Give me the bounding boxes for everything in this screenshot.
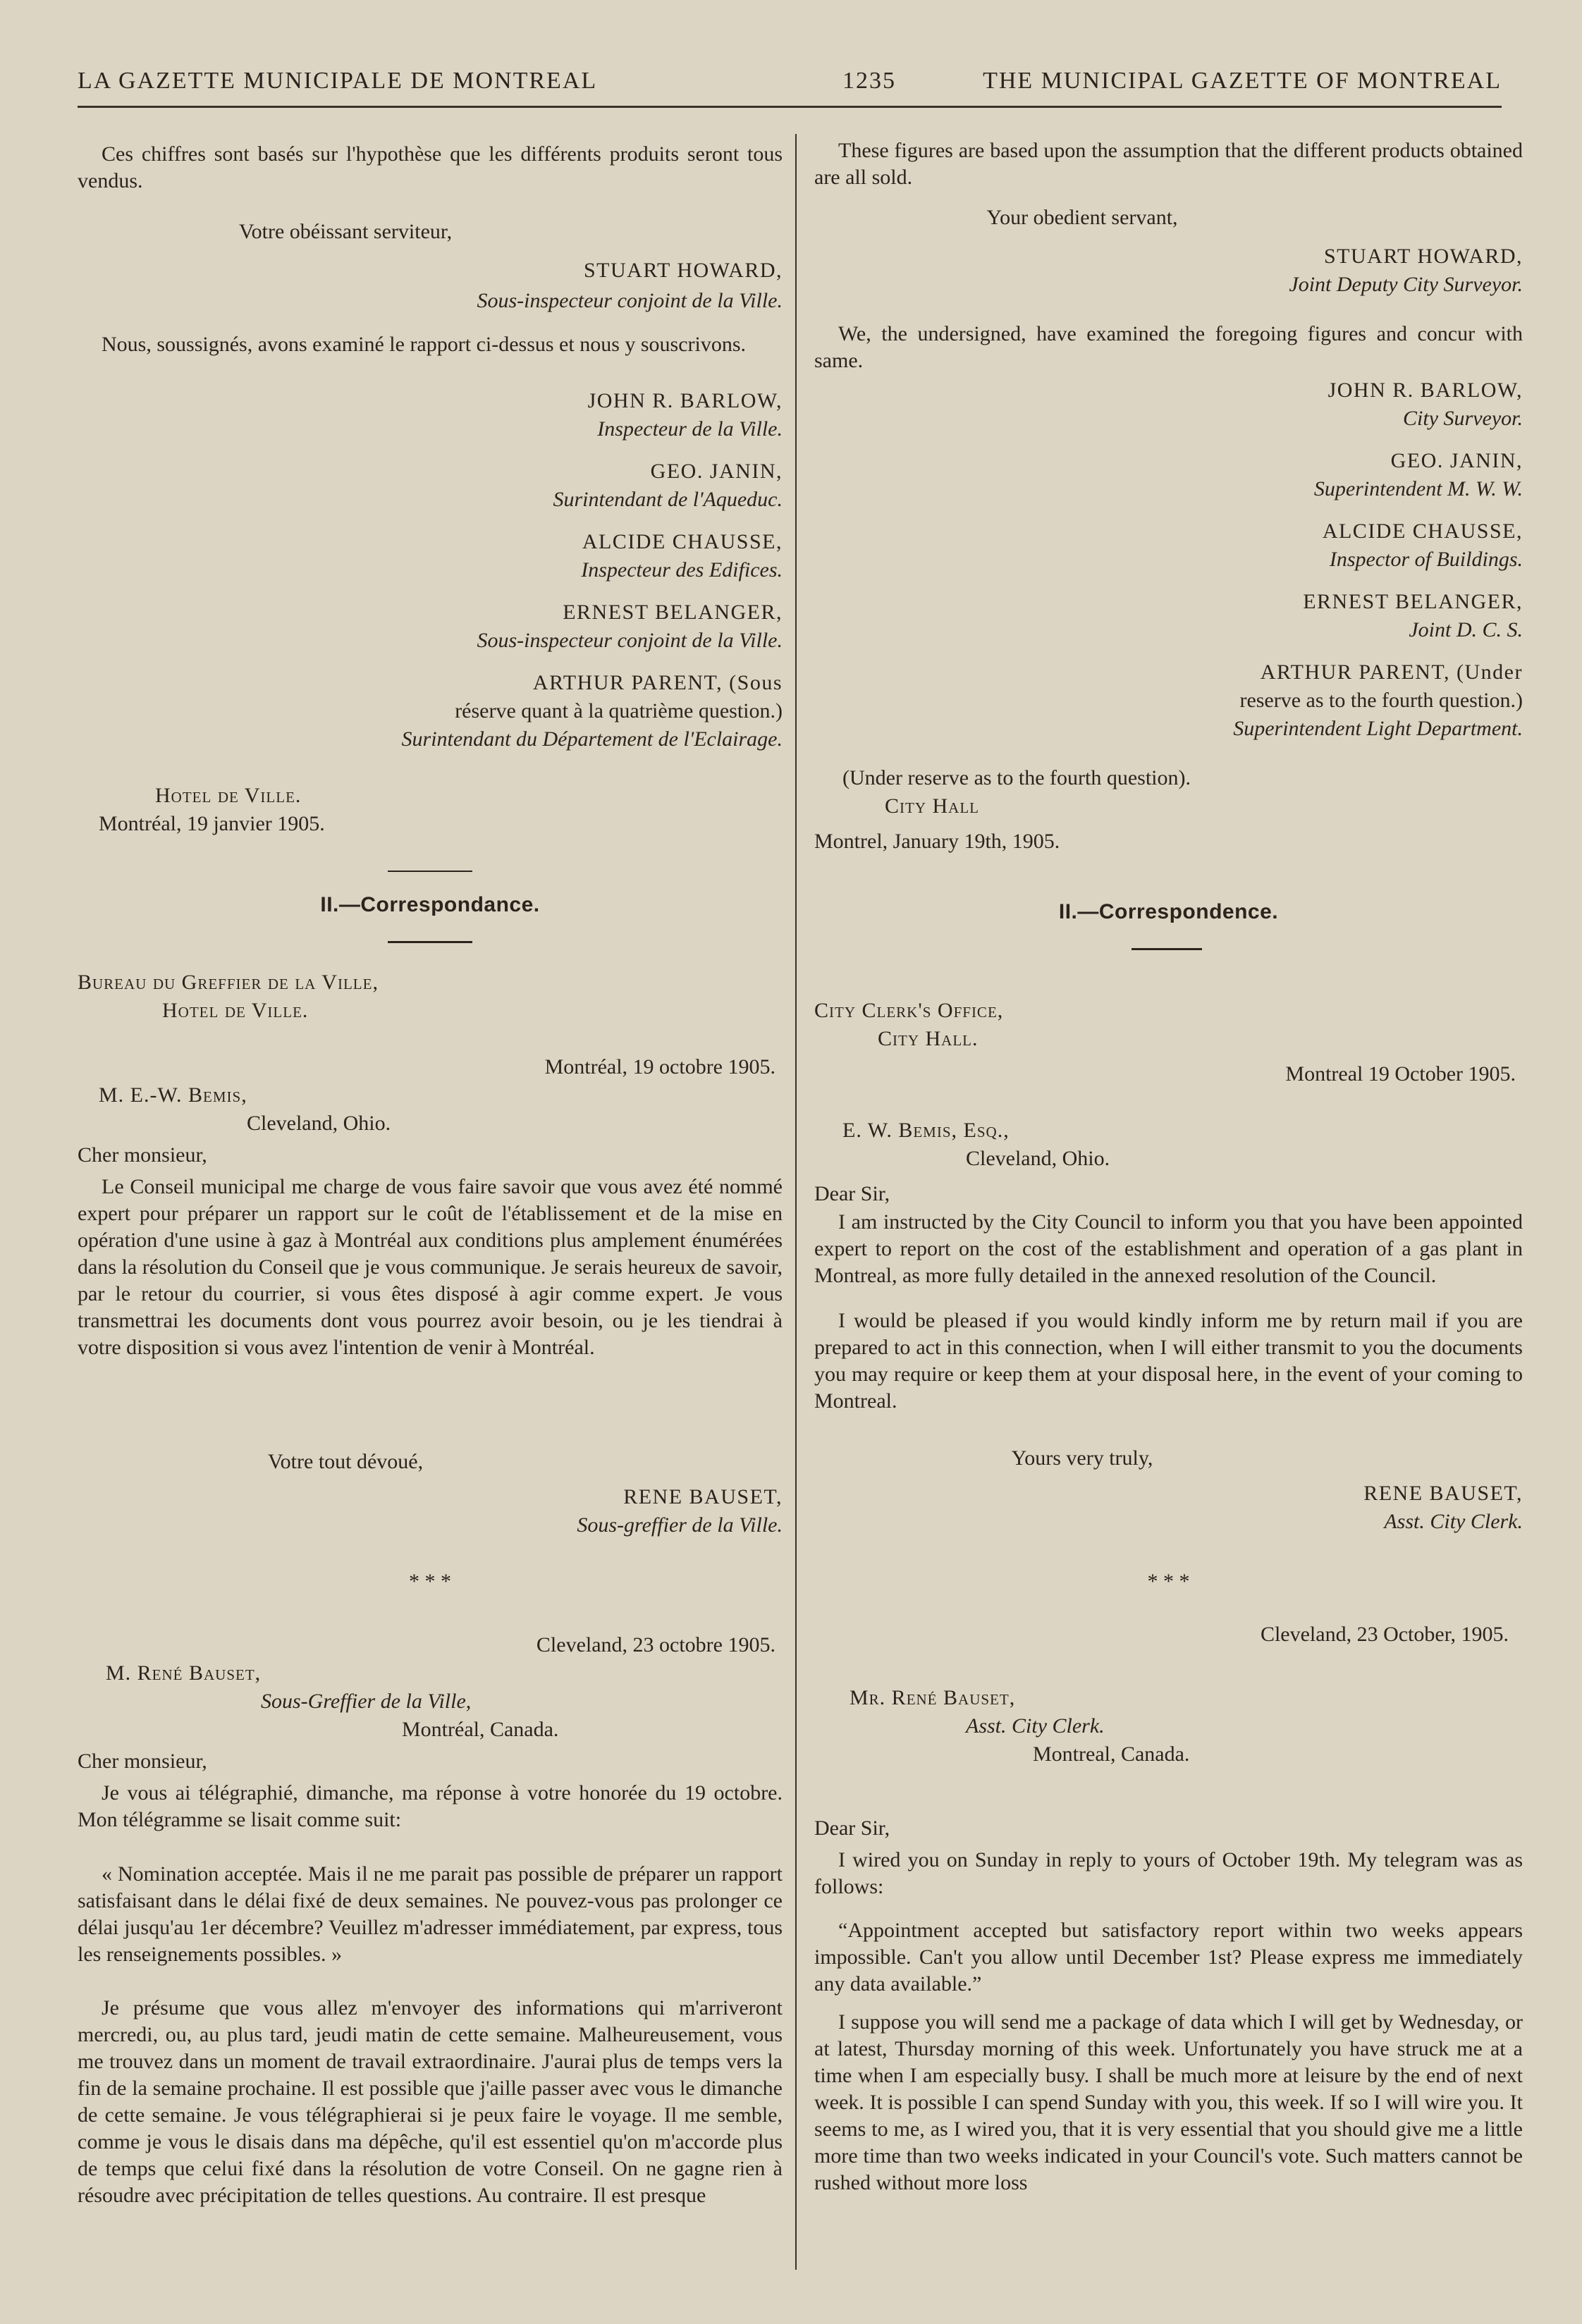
fr-salutation: Cher monsieur, xyxy=(78,1750,207,1773)
en-signatory-title: Superintendent M. W. W. xyxy=(1313,477,1523,500)
fr-addressee: M. E.-W. Bemis, xyxy=(99,1083,247,1107)
en-letter-date: Montreal 19 October 1905. xyxy=(1285,1062,1516,1086)
fr-signatory-note: réserve quant à la quatrième question.) xyxy=(455,699,783,723)
en-place: City Hall xyxy=(885,794,979,818)
en-closing: Your obedient servant, xyxy=(986,206,1178,229)
en-office: City Clerk's Office, xyxy=(814,999,1004,1022)
en-salutation: Dear Sir, xyxy=(814,1182,890,1205)
fr-salutation: Cher monsieur, xyxy=(78,1143,207,1167)
header-rule xyxy=(78,106,1502,108)
fr-closing: Votre tout dévoué, xyxy=(267,1450,424,1473)
fr-signatory-title: Surintendant du Département de l'Eclairage. xyxy=(401,727,783,751)
en-signature-name: STUART HOWARD, xyxy=(1324,245,1523,268)
fr-addressee-title: Sous-Greffier de la Ville, xyxy=(261,1690,472,1713)
fr-office: Hotel de Ville. xyxy=(162,999,309,1022)
fr-paragraph-undersigned: Nous, soussignés, avons examiné le rapport ci-dessus et nous y souscrivons. xyxy=(102,333,747,356)
fr-letter-body: Je présume que vous allez m'envoyer des informations qui m'arriveront mercredi, ou, au plus tard, jeudi matin de cette semaine. Malheureusement, vous me trouvez dans un moment de travail extraordinaire. J'aurai plus de temps vers la fin de la semaine prochaine. Il est possible que j'aille passer avec vous le dimanche de cette semaine. Je vous télégraphierai si je peux faire le voyage. Il me semble, comme je vous le disais dans ma dépêche, qu'il est essentiel qu'on m'accorde plus de temps que celui fixé dans la résolution de votre Conseil. On ne gagne rien à résoudre avec précipitation de telles questions. Au contraire. Il est presque xyxy=(78,1996,783,2207)
en-letter-body: I wired you on Sunday in reply to yours of October 19th. My telegram was as follows: xyxy=(814,1848,1523,1898)
en-date: Montrel, January 19th, 1905. xyxy=(814,830,1060,853)
fr-letter-body: Le Conseil municipal me charge de vous faire savoir que vous avez été nommé expert pour préparer un rapport sur le coût de l'établissement et de la mise en opération d'une usine à gaz à Montréal aux conditions plus amplement énumérées dans la résolution du Conseil que je vous communique. Je serais heureux de savoir, par le retour du courrier, si vous êtes disposé à agir comme expert. Je vous transmettrai les documents dont vous pourrez avoir besoin, ou je les tiendrai à votre disposition si vous avez l'intention de venir à Montréal. xyxy=(78,1175,783,1359)
en-office: City Hall. xyxy=(878,1027,979,1050)
fr-signature-name: RENE BAUSET, xyxy=(623,1485,783,1508)
en-signatory-name: ERNEST BELANGER, xyxy=(1303,590,1523,613)
fr-signatory-name: ALCIDE CHAUSSE, xyxy=(582,530,783,553)
fr-letter-date: Cleveland, 23 octobre 1905. xyxy=(536,1633,775,1656)
en-section-heading: II.—Correspondence. xyxy=(1058,900,1279,923)
fr-section-heading: II.—Correspondance. xyxy=(320,893,540,916)
fr-signatory-title: Inspecteur de la Ville. xyxy=(597,417,783,441)
en-salutation: Dear Sir, xyxy=(814,1816,890,1840)
en-paragraph-undersigned: We, the undersigned, have examined the foregoing figures and concur with same. xyxy=(814,322,1523,372)
en-paragraph-figures: These figures are based upon the assumption that the different products obtained are all sold. xyxy=(814,139,1523,189)
en-addressee: E. W. Bemis, Esq., xyxy=(842,1119,1010,1142)
en-signatory-title: City Surveyor. xyxy=(1403,407,1523,430)
header-french-title: LA GAZETTE MUNICIPALE DE MONTREAL xyxy=(78,68,598,94)
fr-signature-name: STUART HOWARD, xyxy=(584,259,783,282)
en-signatory-title: Joint D. C. S. xyxy=(1409,618,1523,641)
fr-date: Montréal, 19 janvier 1905. xyxy=(99,812,325,835)
fr-signatory-name: JOHN R. BARLOW, xyxy=(587,389,783,412)
en-letter-body: I would be pleased if you would kindly inform me by return mail if you are prepared to act in this connection, when I will either transmit to you the documents you may require or keep them at your disposal here, in the event of your coming to Montreal. xyxy=(814,1309,1523,1413)
en-letter-body: I suppose you will send me a package of data which I will get by Wednesday, or at latest, Thursday morning of this week. Unfortunately you have struck me at a time when I am especially busy. I shall be much more at leisure by the end of next week. It is possible I can spend Sunday with you, this week. If so I will wire you. It seems to me, as I wired you, that it is very essential that you should give me a little more time than two weeks indicated in your Council's vote. Such matters cannot be rushed without more loss xyxy=(814,2010,1523,2194)
fr-signature-title: Sous-inspecteur conjoint de la Ville. xyxy=(477,289,783,312)
en-addressee-city: Cleveland, Ohio. xyxy=(966,1147,1110,1170)
fr-signatory-title: Sous-inspecteur conjoint de la Ville. xyxy=(477,629,783,652)
en-signature-title: Asst. City Clerk. xyxy=(1384,1510,1523,1533)
fr-letter-date: Montréal, 19 octobre 1905. xyxy=(544,1055,775,1078)
fr-addressee: M. René Bauset, xyxy=(106,1661,262,1685)
fr-signatory-title: Surintendant de l'Aqueduc. xyxy=(553,488,783,511)
fr-signature-title: Sous-greffier de la Ville. xyxy=(577,1513,783,1537)
en-addressee-title: Asst. City Clerk. xyxy=(966,1714,1105,1738)
fr-closing: Votre obéissant serviteur, xyxy=(238,220,453,243)
fr-signatory-name: ERNEST BELANGER, xyxy=(563,601,783,624)
en-addressee: Mr. René Bauset, xyxy=(850,1686,1016,1709)
en-closing: Yours very truly, xyxy=(1011,1446,1153,1470)
page-number: 1235 xyxy=(842,68,896,94)
en-separator-stars: * * * xyxy=(1147,1570,1190,1593)
en-telegram: “Appointment accepted but satisfactory report within two weeks appears impossible. Can't you allow until December 1st? Please express me immediately any data available.” xyxy=(814,1919,1523,1996)
fr-signatory-name: GEO. JANIN, xyxy=(650,460,783,483)
en-letter-date: Cleveland, 23 October, 1905. xyxy=(1260,1623,1509,1646)
en-signatory-name: GEO. JANIN, xyxy=(1390,449,1523,472)
en-signature-name: RENE BAUSET, xyxy=(1363,1482,1523,1505)
en-addressee-city: Montreal, Canada. xyxy=(1033,1742,1190,1766)
en-letter-body: I am instructed by the City Council to inform you that you have been appointed expert to report on the cost of the establishment and operation of a gas plant in Montreal, as more fully detailed in the annexed resolution of the Council. xyxy=(814,1210,1523,1287)
fr-paragraph-figures: Ces chiffres sont basés sur l'hypothèse que les différents produits seront tous vendus. xyxy=(78,142,783,192)
divider xyxy=(1132,948,1202,950)
fr-telegram: « Nomination acceptée. Mais il ne me parait pas possible de préparer un rapport satisfaisant dans le délai fixé de deux semaines. Ne pouvez-vous pas prolonger ce délai jusqu'au 1er décembre? Veuillez m'adresser immédiatement, par express, tous les renseignements possibles. » xyxy=(78,1862,783,1966)
column-divider xyxy=(795,134,797,2270)
en-signatory-title: Superintendent Light Department. xyxy=(1233,717,1523,740)
en-signatory-name: ARTHUR PARENT, (Under xyxy=(1260,660,1523,684)
fr-addressee-city: Cleveland, Ohio. xyxy=(247,1112,391,1135)
en-signatory-name: ALCIDE CHAUSSE, xyxy=(1322,519,1523,543)
en-signatory-note: reserve as to the fourth question.) xyxy=(1239,689,1523,712)
fr-letter-body: Je vous ai télégraphié, dimanche, ma réponse à votre honorée du 19 octobre. Mon télégramme se lisait comme suit: xyxy=(78,1781,783,1831)
en-reserve-note: (Under reserve as to the fourth question). xyxy=(842,766,1191,789)
fr-signatory-title: Inspecteur des Edifices. xyxy=(581,558,783,582)
fr-signatory-name: ARTHUR PARENT, (Sous xyxy=(532,671,783,694)
en-signatory-name: JOHN R. BARLOW, xyxy=(1327,379,1523,402)
header-english-title: THE MUNICIPAL GAZETTE OF MONTREAL xyxy=(983,68,1502,94)
en-signature-title: Joint Deputy City Surveyor. xyxy=(1289,273,1523,296)
fr-office: Bureau du Greffier de la Ville, xyxy=(78,971,379,994)
divider xyxy=(388,871,472,872)
en-signatory-title: Inspector of Buildings. xyxy=(1329,548,1523,571)
fr-separator-stars: * * * xyxy=(409,1570,451,1593)
fr-place: Hotel de Ville. xyxy=(155,784,302,807)
divider xyxy=(388,941,472,943)
fr-addressee-city: Montréal, Canada. xyxy=(402,1718,559,1741)
page-header xyxy=(78,68,1502,110)
